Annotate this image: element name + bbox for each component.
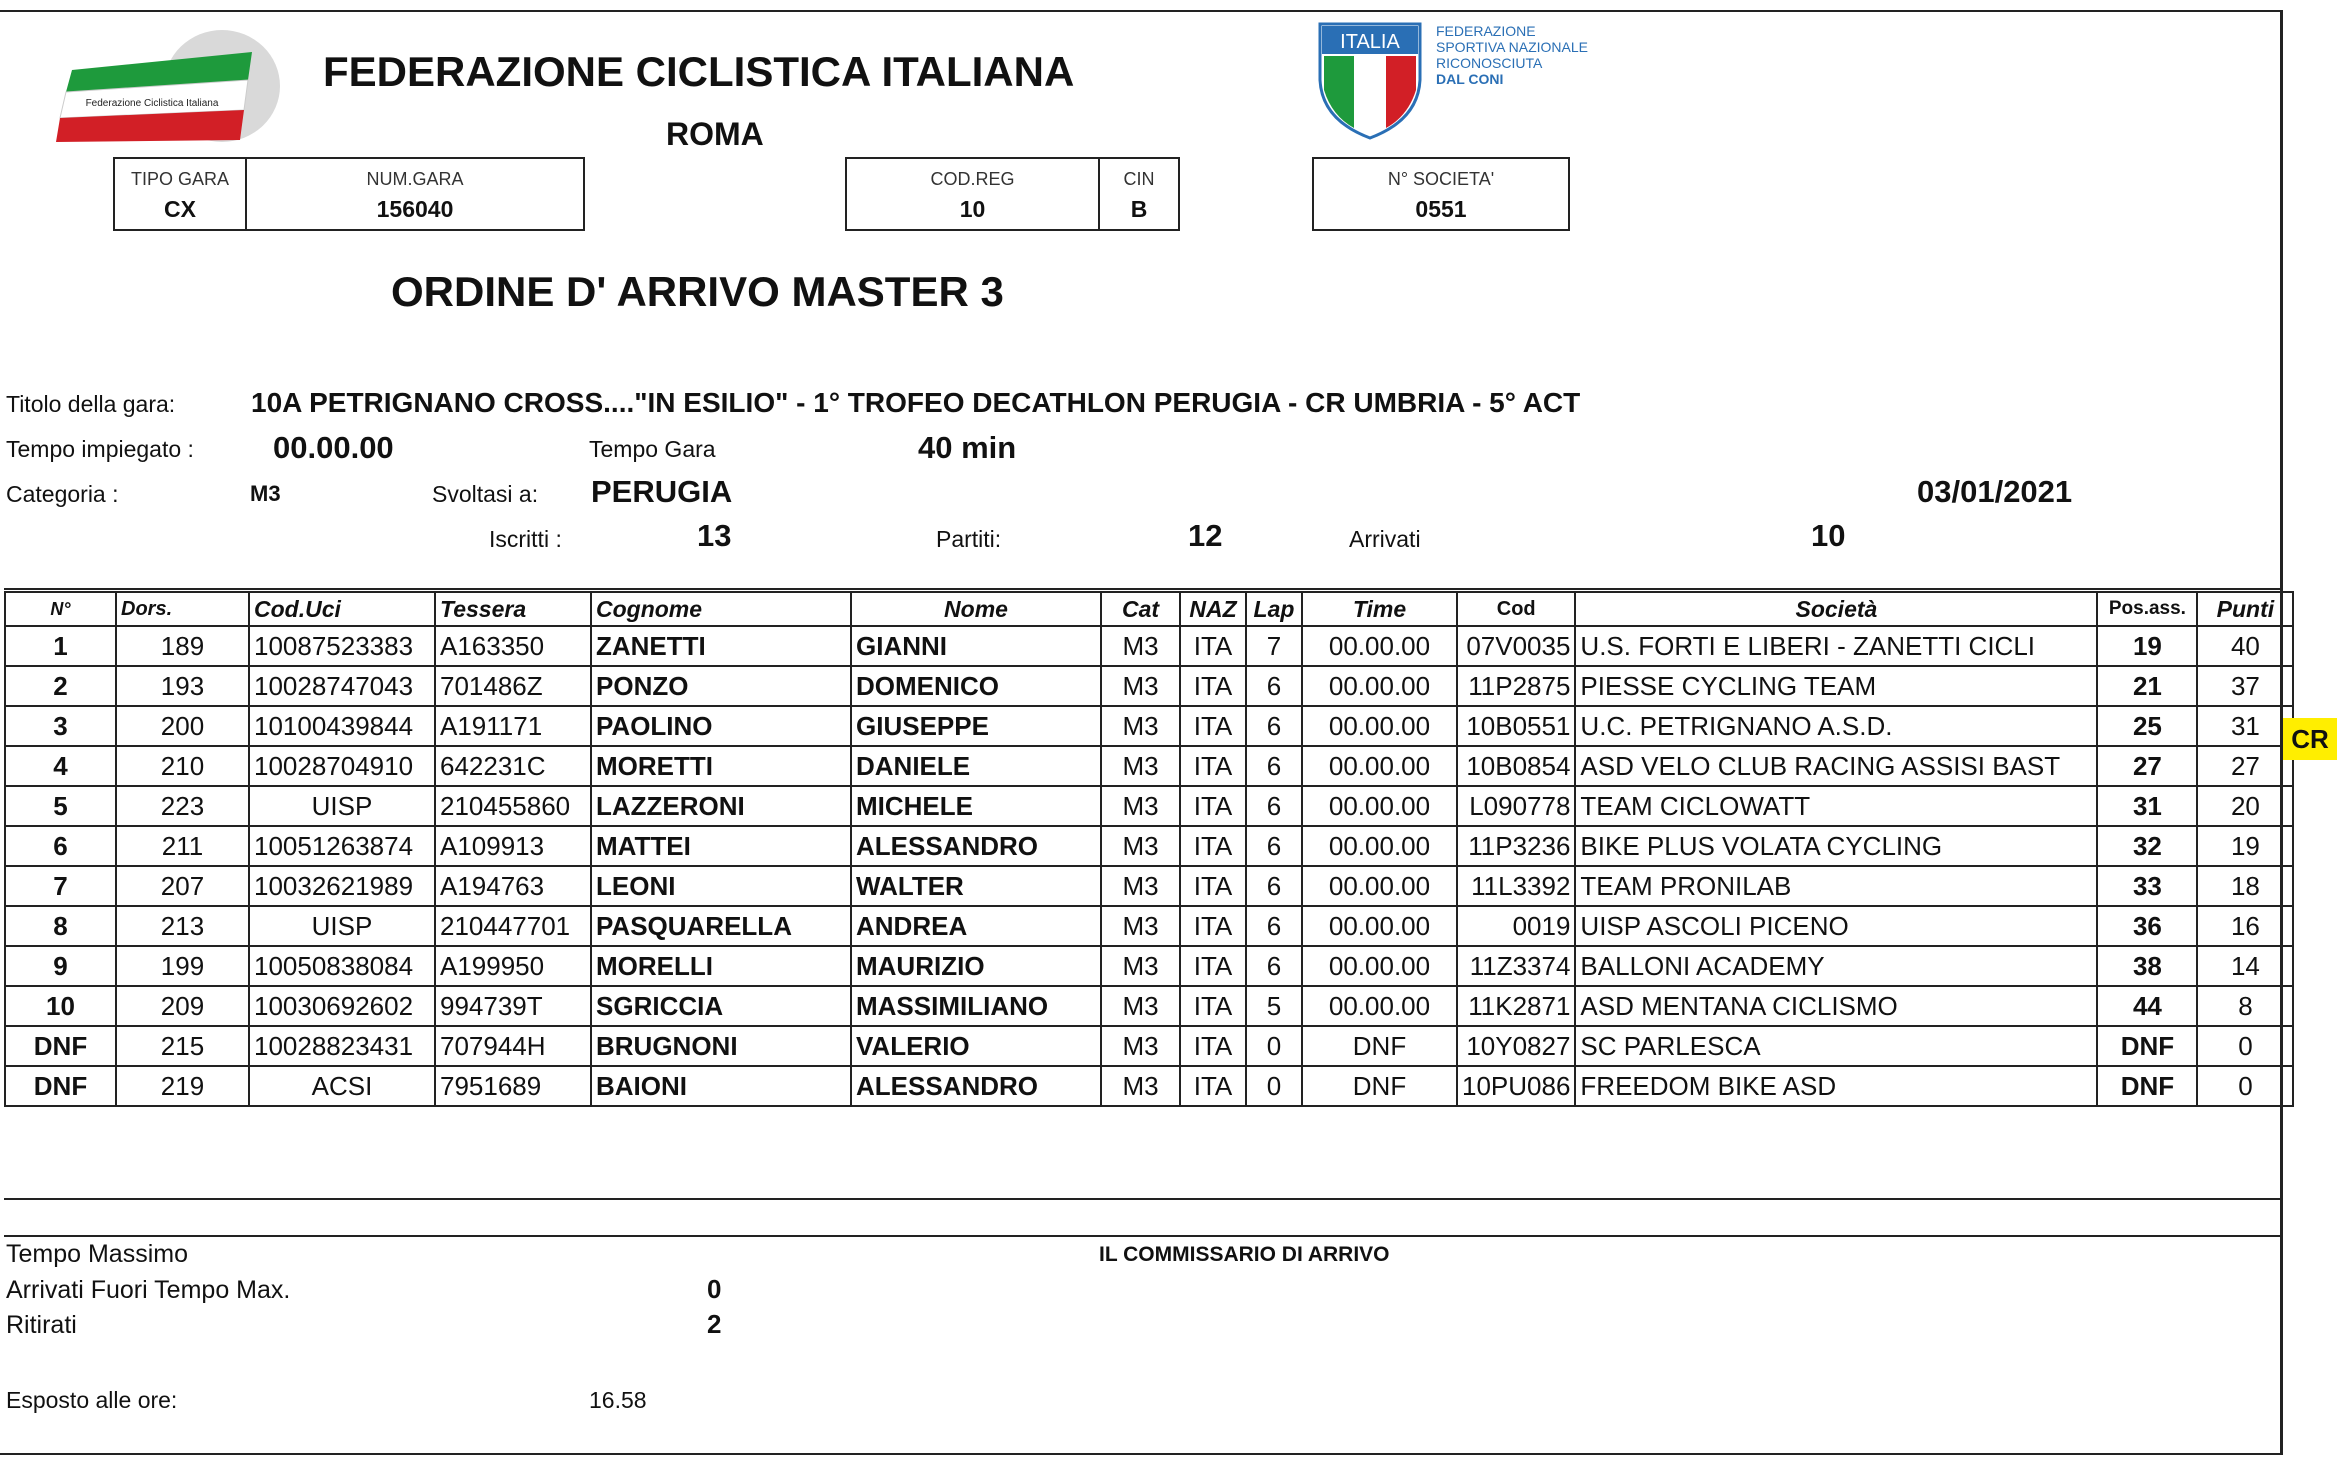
cell-pos-ass: 25 <box>2097 706 2197 746</box>
cell-lap: 6 <box>1246 946 1302 986</box>
cell-cognome: BRUGNONI <box>591 1026 851 1066</box>
cell-pos-ass: DNF <box>2097 1026 2197 1066</box>
cell-cat: M3 <box>1101 826 1180 866</box>
results-body <box>5 626 2293 1106</box>
table-row <box>5 626 2293 666</box>
tempo-gara-label: Tempo Gara <box>589 436 716 462</box>
cell-punti: 18 <box>2197 866 2293 906</box>
iscritti-label: Iscritti : <box>489 526 562 552</box>
cell-cat: M3 <box>1101 786 1180 826</box>
cell-cod-uci: 10028823431 <box>249 1026 435 1066</box>
cell-naz: ITA <box>1180 866 1246 906</box>
cell-dorsale: 199 <box>116 946 249 986</box>
cell-cat: M3 <box>1101 666 1180 706</box>
coni-shield-icon <box>1318 20 1658 140</box>
cell-tessera: 994739T <box>435 986 591 1026</box>
categoria-value: M3 <box>250 481 281 506</box>
table-row <box>5 1026 2293 1066</box>
ritirati-label: Ritirati <box>6 1311 77 1339</box>
cell-cat: M3 <box>1101 986 1180 1026</box>
cell-cod-societa: 10Y0827 <box>1457 1026 1575 1066</box>
cell-societa: PIESSE CYCLING TEAM <box>1575 666 2097 706</box>
cell-punti: 27 <box>2197 746 2293 786</box>
cell-lap: 7 <box>1246 626 1302 666</box>
cell-time: DNF <box>1302 1066 1457 1106</box>
cin-cell <box>1100 159 1178 229</box>
cell-societa: FREEDOM BIKE ASD <box>1575 1066 2097 1106</box>
cell-dorsale: 215 <box>116 1026 249 1066</box>
cell-societa: U.S. FORTI E LIBERI - ZANETTI CICLI <box>1575 626 2097 666</box>
cell-time: 00.00.00 <box>1302 626 1457 666</box>
cell-nome: ANDREA <box>851 906 1101 946</box>
cell-nome: WALTER <box>851 866 1101 906</box>
cod-reg-label: COD.REG <box>930 169 1015 189</box>
fci-logo <box>52 30 284 145</box>
cin-value: B <box>1130 196 1148 222</box>
cell-cod-uci: ACSI <box>249 1066 435 1106</box>
region-box <box>845 157 1180 231</box>
cell-dorsale: 193 <box>116 666 249 706</box>
tempo-gara-value: 40 min <box>918 430 1017 465</box>
page-title: ORDINE D' ARRIVO MASTER 3 <box>391 268 1004 315</box>
cell-cod-uci: 10032621989 <box>249 866 435 906</box>
cell-time: 00.00.00 <box>1302 706 1457 746</box>
cell-punti: 16 <box>2197 906 2293 946</box>
table-row <box>5 946 2293 986</box>
cell-cognome: BAIONI <box>591 1066 851 1106</box>
cell-pos-ass: 31 <box>2097 786 2197 826</box>
cell-naz: ITA <box>1180 1026 1246 1066</box>
cell-punti: 31 <box>2197 706 2293 746</box>
cell-nome: MAURIZIO <box>851 946 1101 986</box>
cell-dorsale: 211 <box>116 826 249 866</box>
cell-cod-uci: 10087523383 <box>249 626 435 666</box>
commissario-label: IL COMMISSARIO DI ARRIVO <box>1099 1243 1390 1266</box>
cell-cat: M3 <box>1101 866 1180 906</box>
tipo-gara-cell <box>115 159 247 229</box>
cod-reg-cell <box>847 159 1100 229</box>
cell-tessera: 642231C <box>435 746 591 786</box>
tempo-impiegato-value: 00.00.00 <box>273 430 394 465</box>
footer-rule-1 <box>4 1198 2283 1200</box>
cell-nome: DANIELE <box>851 746 1101 786</box>
cell-cod-uci: UISP <box>249 786 435 826</box>
cell-time: 00.00.00 <box>1302 826 1457 866</box>
svg-text:DAL CONI: DAL CONI <box>1436 71 1504 87</box>
fuori-tempo-value: 0 <box>707 1274 722 1304</box>
cell-societa: SC PARLESCA <box>1575 1026 2097 1066</box>
cell-cod-societa: 07V0035 <box>1457 626 1575 666</box>
cell-cognome: ZANETTI <box>591 626 851 666</box>
cell-cod-societa: 0019 <box>1457 906 1575 946</box>
cr-badge: CR <box>2283 718 2337 760</box>
cell-lap: 6 <box>1246 826 1302 866</box>
cell-cod-societa: 11Z3374 <box>1457 946 1575 986</box>
cod-reg-value: 10 <box>959 196 986 222</box>
cell-pos: 4 <box>5 746 116 786</box>
cell-cod-uci: 10030692602 <box>249 986 435 1026</box>
svg-text:SPORTIVA NAZIONALE: SPORTIVA NAZIONALE <box>1436 39 1588 55</box>
cell-cognome: SGRICCIA <box>591 986 851 1026</box>
partiti-label: Partiti: <box>936 526 1002 552</box>
col-header-nome: Nome <box>851 592 1101 626</box>
cell-pos: 2 <box>5 666 116 706</box>
cell-tessera: 701486Z <box>435 666 591 706</box>
cell-cognome: MATTEI <box>591 826 851 866</box>
cell-cod-societa: 11K2871 <box>1457 986 1575 1026</box>
col-header-posass: Pos.ass. <box>2097 592 2197 626</box>
cell-punti: 14 <box>2197 946 2293 986</box>
cell-lap: 6 <box>1246 866 1302 906</box>
cell-time: 00.00.00 <box>1302 666 1457 706</box>
cell-time: 00.00.00 <box>1302 946 1457 986</box>
cell-societa: BALLONI ACADEMY <box>1575 946 2097 986</box>
cell-pos: 10 <box>5 986 116 1026</box>
cell-lap: 0 <box>1246 1026 1302 1066</box>
cell-lap: 6 <box>1246 786 1302 826</box>
cell-cognome: LEONI <box>591 866 851 906</box>
col-header-time: Time <box>1302 592 1457 626</box>
cell-naz: ITA <box>1180 946 1246 986</box>
ritirati-value: 2 <box>707 1309 722 1339</box>
cell-dorsale: 210 <box>116 746 249 786</box>
cell-cod-societa: 10B0854 <box>1457 746 1575 786</box>
cell-pos-ass: 19 <box>2097 626 2197 666</box>
cell-time: 00.00.00 <box>1302 986 1457 1026</box>
cell-time: 00.00.00 <box>1302 906 1457 946</box>
cell-nome: MASSIMILIANO <box>851 986 1101 1026</box>
cell-naz: ITA <box>1180 826 1246 866</box>
cell-cat: M3 <box>1101 626 1180 666</box>
cell-societa: UISP ASCOLI PICENO <box>1575 906 2097 946</box>
cell-nome: GIANNI <box>851 626 1101 666</box>
societa-box <box>1312 157 1570 231</box>
cell-pos-ass: 33 <box>2097 866 2197 906</box>
cell-societa: BIKE PLUS VOLATA CYCLING <box>1575 826 2097 866</box>
cell-cat: M3 <box>1101 1026 1180 1066</box>
cell-pos-ass: 38 <box>2097 946 2197 986</box>
cell-cognome: PAOLINO <box>591 706 851 746</box>
esposto-value: 16.58 <box>589 1387 647 1413</box>
num-gara-label: NUM.GARA <box>366 169 464 189</box>
svoltasi-label: Svoltasi a: <box>432 481 539 507</box>
num-gara-cell <box>247 159 583 229</box>
cell-cod-societa: 11P2875 <box>1457 666 1575 706</box>
svg-text:RICONOSCIUTA: RICONOSCIUTA <box>1436 55 1543 71</box>
cell-pos-ass: 36 <box>2097 906 2197 946</box>
cell-lap: 5 <box>1246 986 1302 1026</box>
cell-pos: 8 <box>5 906 116 946</box>
cell-cat: M3 <box>1101 746 1180 786</box>
cell-dorsale: 189 <box>116 626 249 666</box>
cell-lap: 6 <box>1246 706 1302 746</box>
cell-tessera: A163350 <box>435 626 591 666</box>
cell-punti: 0 <box>2197 1026 2293 1066</box>
societa-value: 0551 <box>1415 196 1467 222</box>
col-header-cod: Cod <box>1457 592 1575 626</box>
cell-pos: DNF <box>5 1066 116 1106</box>
cell-dorsale: 209 <box>116 986 249 1026</box>
cell-tessera: 707944H <box>435 1026 591 1066</box>
cell-dorsale: 213 <box>116 906 249 946</box>
cell-time: 00.00.00 <box>1302 746 1457 786</box>
cell-naz: ITA <box>1180 746 1246 786</box>
cell-pos: DNF <box>5 1026 116 1066</box>
cell-tessera: A109913 <box>435 826 591 866</box>
cell-cat: M3 <box>1101 1066 1180 1106</box>
cell-tessera: 210455860 <box>435 786 591 826</box>
col-header-n: N° <box>5 592 116 626</box>
cell-cat: M3 <box>1101 706 1180 746</box>
cell-punti: 37 <box>2197 666 2293 706</box>
cell-nome: DOMENICO <box>851 666 1101 706</box>
cin-label: CIN <box>1123 169 1155 189</box>
tipo-gara-label: TIPO GARA <box>130 169 229 189</box>
cell-pos-ass: 44 <box>2097 986 2197 1026</box>
arrivati-value: 10 <box>1811 518 1846 553</box>
col-header-lap: Lap <box>1246 592 1302 626</box>
cell-societa: ASD VELO CLUB RACING ASSISI BAST <box>1575 746 2097 786</box>
cell-nome: GIUSEPPE <box>851 706 1101 746</box>
tipo-gara-value: CX <box>164 196 196 222</box>
cell-naz: ITA <box>1180 906 1246 946</box>
cell-cod-uci: 10028747043 <box>249 666 435 706</box>
col-header-tessera: Tessera <box>435 592 591 626</box>
cell-nome: MICHELE <box>851 786 1101 826</box>
cell-societa: U.C. PETRIGNANO A.S.D. <box>1575 706 2097 746</box>
cell-cod-societa: 11L3392 <box>1457 866 1575 906</box>
cell-pos-ass: 32 <box>2097 826 2197 866</box>
cell-naz: ITA <box>1180 786 1246 826</box>
table-row <box>5 746 2293 786</box>
race-date: 03/01/2021 <box>1917 474 2073 509</box>
cell-time: 00.00.00 <box>1302 866 1457 906</box>
cell-pos: 9 <box>5 946 116 986</box>
cell-cognome: PONZO <box>591 666 851 706</box>
tempo-massimo-label: Tempo Massimo <box>6 1240 188 1268</box>
cell-tessera: 210447701 <box>435 906 591 946</box>
cell-naz: ITA <box>1180 626 1246 666</box>
cell-naz: ITA <box>1180 1066 1246 1106</box>
cell-pos-ass: DNF <box>2097 1066 2197 1106</box>
cell-societa: ASD MENTANA CICLISMO <box>1575 986 2097 1026</box>
table-row <box>5 906 2293 946</box>
cell-cognome: MORETTI <box>591 746 851 786</box>
titolo-label: Titolo della gara: <box>6 391 176 417</box>
svg-text:ITALIA: ITALIA <box>1340 31 1400 53</box>
cell-nome: ALESSANDRO <box>851 1066 1101 1106</box>
cell-pos: 5 <box>5 786 116 826</box>
federation-title: FEDERAZIONE CICLISTICA ITALIANA <box>323 48 1075 95</box>
cell-pos: 3 <box>5 706 116 746</box>
iscritti-value: 13 <box>697 518 732 553</box>
footer-rule-2 <box>4 1235 2283 1237</box>
cell-tessera: 7951689 <box>435 1066 591 1106</box>
table-row <box>5 1066 2293 1106</box>
col-header-coduci: Cod.Uci <box>249 592 435 626</box>
cell-cod-uci: 10100439844 <box>249 706 435 746</box>
cell-tessera: A191171 <box>435 706 591 746</box>
partiti-value: 12 <box>1188 518 1223 553</box>
cell-cod-societa: 11P3236 <box>1457 826 1575 866</box>
cell-cognome: LAZZERONI <box>591 786 851 826</box>
table-header-row <box>5 592 2293 626</box>
num-gara-value: 156040 <box>376 196 454 222</box>
cell-naz: ITA <box>1180 706 1246 746</box>
cell-punti: 0 <box>2197 1066 2293 1106</box>
cell-nome: VALERIO <box>851 1026 1101 1066</box>
tempo-impiegato-label: Tempo impiegato : <box>6 436 194 462</box>
svg-text:FEDERAZIONE: FEDERAZIONE <box>1436 23 1536 39</box>
cell-punti: 19 <box>2197 826 2293 866</box>
cell-lap: 6 <box>1246 906 1302 946</box>
table-row <box>5 866 2293 906</box>
societa-cell <box>1314 159 1568 229</box>
race-id-box <box>113 157 585 231</box>
table-top-rule <box>4 588 2283 590</box>
cell-lap: 6 <box>1246 746 1302 786</box>
cell-cat: M3 <box>1101 946 1180 986</box>
societa-label: N° SOCIETA' <box>1387 169 1495 189</box>
cell-cat: M3 <box>1101 906 1180 946</box>
cell-cod-uci: 10050838084 <box>249 946 435 986</box>
cell-tessera: A199950 <box>435 946 591 986</box>
esposto-label: Esposto alle ore: <box>6 1387 178 1413</box>
cell-nome: ALESSANDRO <box>851 826 1101 866</box>
cell-pos: 6 <box>5 826 116 866</box>
cell-cognome: PASQUARELLA <box>591 906 851 946</box>
cell-time: 00.00.00 <box>1302 786 1457 826</box>
cell-naz: ITA <box>1180 666 1246 706</box>
col-header-dors: Dors. <box>116 592 249 626</box>
cell-punti: 20 <box>2197 786 2293 826</box>
fuori-tempo-label: Arrivati Fuori Tempo Max. <box>6 1276 291 1304</box>
cell-dorsale: 219 <box>116 1066 249 1106</box>
cell-time: DNF <box>1302 1026 1457 1066</box>
cell-tessera: A194763 <box>435 866 591 906</box>
cell-cod-societa: L090778 <box>1457 786 1575 826</box>
cell-cod-societa: 10PU086 <box>1457 1066 1575 1106</box>
cell-lap: 6 <box>1246 666 1302 706</box>
categoria-label: Categoria : <box>6 481 119 507</box>
federation-city: ROMA <box>666 116 764 152</box>
cell-dorsale: 200 <box>116 706 249 746</box>
cell-pos: 1 <box>5 626 116 666</box>
table-row <box>5 786 2293 826</box>
table-row <box>5 706 2293 746</box>
cell-pos-ass: 21 <box>2097 666 2197 706</box>
col-header-cat: Cat <box>1101 592 1180 626</box>
cell-cod-uci: UISP <box>249 906 435 946</box>
table-row <box>5 666 2293 706</box>
race-title: 10A PETRIGNANO CROSS...."IN ESILIO" - 1° TROFEO DECATHLON PERUGIA - CR UMBRIA - 5° ACT <box>251 387 1581 418</box>
cell-cod-societa: 10B0551 <box>1457 706 1575 746</box>
cell-societa: TEAM CICLOWATT <box>1575 786 2097 826</box>
table-row <box>5 826 2293 866</box>
cell-dorsale: 223 <box>116 786 249 826</box>
cell-dorsale: 207 <box>116 866 249 906</box>
svoltasi-value: PERUGIA <box>591 474 733 509</box>
table-row <box>5 986 2293 1026</box>
arrivati-label: Arrivati <box>1349 526 1421 552</box>
results-table <box>4 591 2294 1107</box>
cell-societa: TEAM PRONILAB <box>1575 866 2097 906</box>
col-header-punti: Punti <box>2197 592 2293 626</box>
cell-pos-ass: 27 <box>2097 746 2197 786</box>
cell-cod-uci: 10028704910 <box>249 746 435 786</box>
cell-punti: 8 <box>2197 986 2293 1026</box>
cell-pos: 7 <box>5 866 116 906</box>
cell-punti: 40 <box>2197 626 2293 666</box>
cell-lap: 0 <box>1246 1066 1302 1106</box>
cell-cod-uci: 10051263874 <box>249 826 435 866</box>
col-header-cognome: Cognome <box>591 592 851 626</box>
col-header-societa: Società <box>1575 592 2097 626</box>
cell-naz: ITA <box>1180 986 1246 1026</box>
cell-cognome: MORELLI <box>591 946 851 986</box>
col-header-naz: NAZ <box>1180 592 1246 626</box>
svg-text:Federazione Ciclistica Italian: Federazione Ciclistica Italiana <box>85 98 219 109</box>
